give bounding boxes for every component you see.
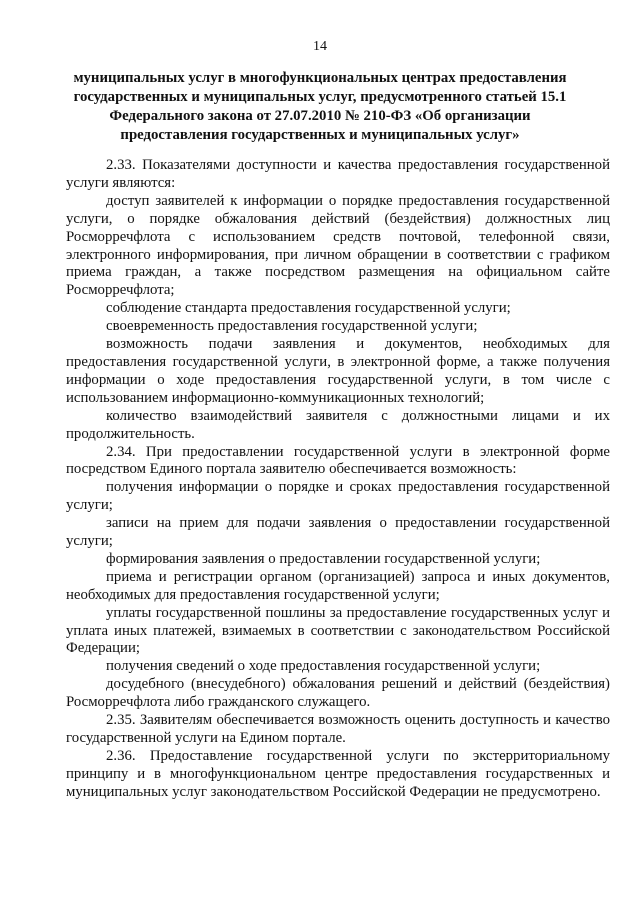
paragraph-2-33: 2.33. Показателями доступности и качества предоставления государственной услуги являются: [66,157,610,191]
paragraph-appointment: записи на прием для подачи заявления о предоставлении государственной услуги; [66,515,610,550]
paragraph-progress-info: получения сведений о ходе предоставления государственной услуги; [106,658,541,675]
paragraph-2-34: 2.34. При предоставлении государственной услуги в электронной форме посредством Единого портала заявителю обеспечивается возможность: [66,443,610,478]
paragraph-interactions: количество взаимодействий заявителя с должностными лицами и их продолжительность. [66,407,610,442]
section-heading: муниципальных услуг в многофункциональных центрах предоставления государственных и муниципальных услуг, предусмотренного статьей 15.1 Федерального закона от 27.07.2010 № 210-ФЗ «Об организации предоставления государственных и муниципальных услуг» [73,70,567,143]
paragraph-fee-payment: уплаты государственной пошлины за предоставление государственных услуг и уплата иных платежей, взимаемых в соответствии с законодательством Российской Федерации; [66,604,610,657]
paragraph-application-forming: формирования заявления о предоставлении государственной услуги; [106,550,541,567]
paragraph-2-35: 2.35. Заявителям обеспечивается возможность оценить доступность и качество государственной услуги на Едином портале. [66,712,610,746]
paragraph-appeal: досудебного (внесудебного) обжалования решений и действий (бездействия) Росморречфлота либо гражданского служащего. [66,676,610,711]
paragraph-access-info: доступ заявителей к информации о порядке предоставления государственной услуги, о порядке обжалования действий (бездействия) должностных лиц Росморречфлота с использованием средств почтовой, телефонной связи, электронного информирования, при личном обращении в соответствии с графиком приема граждан, а также посредством размещения на официальном сайте Росморречфлота; [66,192,610,299]
paragraph-info-terms: получения информации о порядке и сроках предоставления государственной услуги; [66,479,610,514]
paragraph-2-36: 2.36. Предоставление государственной услуги по экстерриториальному принципу и в многофункциональном центре предоставления государственных и муниципальных услуг законодательством Российской Федерации не предусмотрено. [66,747,610,800]
paragraph-electronic-submission: возможность подачи заявления и документов, необходимых для предоставления государственной услуги, в электронной форме, а также получения информации о ходе предоставления государственной услуги, в том числе с использованием информационно-коммуникационных технологий; [66,336,610,406]
body-text [66,157,610,802]
page-number: 14 [313,39,327,54]
paragraph-standard: соблюдение стандарта предоставления государственной услуги; [106,300,511,317]
paragraph-registration: приема и регистрации органом (организацией) запроса и иных документов, необходимых для предоставления государственной услуги; [66,568,610,603]
paragraph-timeliness: своевременность предоставления государственной услуги; [106,318,478,335]
